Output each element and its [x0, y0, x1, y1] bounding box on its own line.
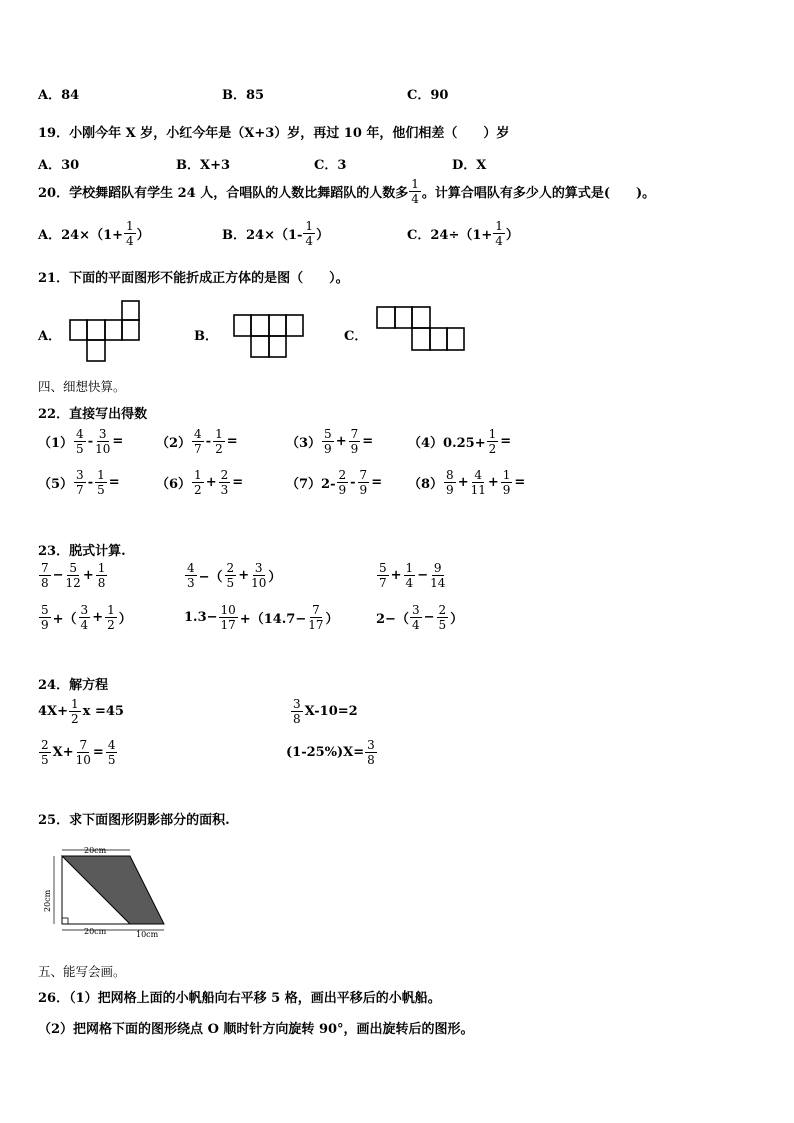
expr-label: （8） [408, 477, 444, 492]
fraction: $\frac{1}{9}$ [502, 468, 511, 497]
q23-item-3 [376, 562, 446, 589]
expr-operator: +（14.7− [239, 612, 307, 627]
expr-label: (1-25%)X= [286, 745, 365, 760]
q23-item-1 [38, 562, 108, 589]
fraction: $\frac{5}{12}$ [65, 561, 81, 590]
expr-operator: = [500, 434, 512, 449]
q22-item-6 [156, 469, 244, 496]
fraction: $\frac{3}{10}$ [95, 427, 111, 456]
fraction: $\frac{1}{2}$ [488, 427, 497, 456]
section-4-title: 四、细想快算。 [38, 379, 126, 394]
expr-operator: - [350, 475, 356, 490]
fraction: $\frac{8}{9}$ [446, 468, 454, 497]
expr-operator: + [335, 434, 347, 449]
q20-option-c: C．24÷（1+ $\frac{1}{4}$ ） [407, 219, 519, 248]
q26-part1: 26．（1）把网格上面的小帆船向右平移 5 格，画出平移后的小帆船。 [38, 991, 441, 1006]
fraction: $\frac{3}{7}$ [76, 468, 84, 497]
q24-item-4 [286, 739, 378, 766]
q21-net-c [375, 305, 467, 353]
q21-text: 21．下面的平面图形不能折成正方体的是图（ ）。 [38, 271, 349, 286]
q25-bottom1-label: 20cm [84, 927, 107, 936]
fraction: $\frac{4}{7}$ [194, 427, 202, 456]
q20-fraction: $\frac{1}{4}$ [411, 177, 419, 206]
expr-operator: = [108, 475, 120, 490]
fraction: $\frac{3}{8}$ [293, 697, 301, 726]
expr-operator: ） [268, 570, 282, 585]
q23-item-5 [184, 604, 340, 631]
expr-operator: = [371, 475, 383, 490]
expr-label: （3） [286, 436, 322, 451]
expr-operator: X+ [52, 745, 74, 760]
expr-operator: = [226, 434, 238, 449]
expr-operator: + [457, 475, 469, 490]
q26-part2: （2）把网格下面的图形绕点 O 顺时针方向旋转 90°，画出旋转后的图形。 [38, 1022, 474, 1037]
section-5-title: 五、能写会画。 [38, 964, 126, 979]
fraction: $\frac{5}{7}$ [379, 561, 387, 590]
expr-label: （4）0.25+ [408, 436, 486, 451]
expr-operator: - [87, 434, 94, 449]
q25-bottom2-label: 10cm [136, 930, 159, 939]
q18-option-b: B．85 [222, 88, 265, 103]
fraction: $\frac{1}{8}$ [97, 561, 106, 590]
q25-top-label: 20cm [84, 846, 107, 855]
q21-net-b [232, 313, 306, 359]
expr-label: （2） [156, 436, 192, 451]
q21-option-b: B． [194, 329, 218, 344]
expr-operator: + [238, 568, 250, 583]
expr-operator: - [87, 475, 94, 490]
fraction: $\frac{3}{10}$ [251, 561, 267, 590]
q19-option-b: B．X+3 [176, 158, 231, 173]
q24-item-2 [290, 698, 359, 725]
expr-operator: = [92, 745, 104, 760]
q21-option-c: C． [344, 329, 368, 344]
q22-item-5 [38, 469, 121, 496]
fraction: $\frac{10}{17}$ [220, 603, 236, 632]
fraction: $\frac{1}{2}$ [194, 468, 202, 497]
fraction: $\frac{5}{9}$ [324, 427, 332, 456]
q19-option-c: C．3 [314, 158, 347, 173]
q23-item-4 [38, 604, 133, 631]
expr-label: 2−（ [376, 612, 409, 627]
q22-item-7 [286, 469, 383, 496]
fraction: $\frac{9}{14}$ [430, 561, 446, 590]
fraction: $\frac{2}{5}$ [41, 738, 49, 767]
expr-operator: + [205, 475, 217, 490]
q23-item-6 [376, 604, 464, 631]
q19-option-a: A．30 [38, 158, 80, 173]
expr-operator: − [417, 568, 429, 583]
q22-item-4 [408, 428, 512, 455]
expr-operator: = [362, 434, 374, 449]
q20-text: 20．学校舞蹈队有学生 24 人，合唱队的人数比舞蹈队的人数多 $\frac{1}{4}$ 。计算合唱队有多少人的算式是( )。 [38, 177, 656, 206]
fraction: $\frac{7}{8}$ [41, 561, 49, 590]
expr-operator: ） [325, 612, 339, 627]
q25-left-label: 20cm [43, 889, 52, 912]
expr-operator: X-10=2 [304, 704, 358, 719]
expr-operator: + [82, 568, 94, 583]
fraction: $\frac{4}{3}$ [187, 561, 195, 590]
expr-operator: −（ [198, 570, 223, 585]
fraction: $\frac{7}{17}$ [308, 603, 324, 632]
expr-label: （7）2- [286, 477, 336, 492]
expr-operator: = [514, 475, 526, 490]
q20-option-b: B．24×（1- $\frac{1}{4}$ ） [222, 219, 330, 248]
fraction: $\frac{1}{2}$ [215, 427, 223, 456]
fraction: $\frac{4}{5}$ [107, 738, 116, 767]
q22-item-8 [408, 469, 526, 496]
fraction: $\frac{4}{11}$ [470, 468, 486, 497]
q19-text: 19．小刚今年 X 岁，小红今年是（X+3）岁，再过 10 年，他们相差（ ）岁 [38, 126, 510, 141]
fraction: $\frac{7}{10}$ [75, 738, 91, 767]
q24-title: 24．解方程 [38, 678, 109, 693]
q21-net-a [68, 299, 142, 365]
expr-label: （5） [38, 477, 74, 492]
expr-operator: ） [450, 612, 464, 627]
fraction: $\frac{4}{5}$ [76, 427, 84, 456]
fraction: $\frac{5}{9}$ [41, 603, 49, 632]
expr-operator: = [112, 434, 124, 449]
fraction: $\frac{3}{4}$ [411, 603, 420, 632]
fraction: $\frac{1}{2}$ [71, 697, 79, 726]
q22-item-1 [38, 428, 124, 455]
expr-label: （1） [38, 436, 74, 451]
expr-label: 4X+ [38, 704, 69, 719]
q24-item-1 [38, 698, 125, 725]
q23-item-2 [184, 562, 282, 589]
q19-option-d: D．X [452, 158, 487, 173]
q25-figure [40, 840, 172, 940]
q18-option-a: A．84 [38, 88, 80, 103]
expr-operator: − [52, 568, 64, 583]
fraction: $\frac{2}{5}$ [226, 561, 235, 590]
q22-title: 22．直接写出得数 [38, 407, 148, 422]
q24-item-3 [38, 739, 118, 766]
fraction: $\frac{3}{8}$ [367, 738, 375, 767]
expr-operator: + [390, 568, 402, 583]
expr-operator: − [423, 610, 435, 625]
q23-title: 23．脱式计算. [38, 544, 126, 559]
expr-operator: x =45 [82, 704, 124, 719]
fraction: $\frac{1}{4}$ [405, 561, 414, 590]
q21-option-a: A． [38, 329, 62, 344]
q25-title: 25．求下面图形阴影部分的面积. [38, 813, 230, 828]
expr-operator: + [92, 610, 104, 625]
expr-operator: +（ [52, 612, 77, 627]
fraction: $\frac{1}{2}$ [107, 603, 115, 632]
q22-item-2 [156, 428, 239, 455]
fraction: $\frac{3}{4}$ [80, 603, 89, 632]
expr-label: （6） [156, 477, 192, 492]
q22-item-3 [286, 428, 374, 455]
q20-option-a: A．24×（1+ $\frac{1}{4}$ ） [38, 219, 150, 248]
expr-operator: ） [118, 612, 132, 627]
fraction: $\frac{2}{5}$ [438, 603, 447, 632]
fraction: $\frac{7}{9}$ [359, 468, 368, 497]
fraction: $\frac{7}{9}$ [350, 427, 359, 456]
fraction: $\frac{1}{5}$ [97, 468, 105, 497]
expr-operator: - [205, 434, 212, 449]
fraction: $\frac{2}{9}$ [338, 468, 347, 497]
expr-operator: = [232, 475, 244, 490]
expr-operator: + [487, 475, 499, 490]
expr-label: 1.3− [184, 610, 218, 625]
q18-option-c: C．90 [407, 88, 449, 103]
fraction: $\frac{2}{3}$ [220, 468, 229, 497]
